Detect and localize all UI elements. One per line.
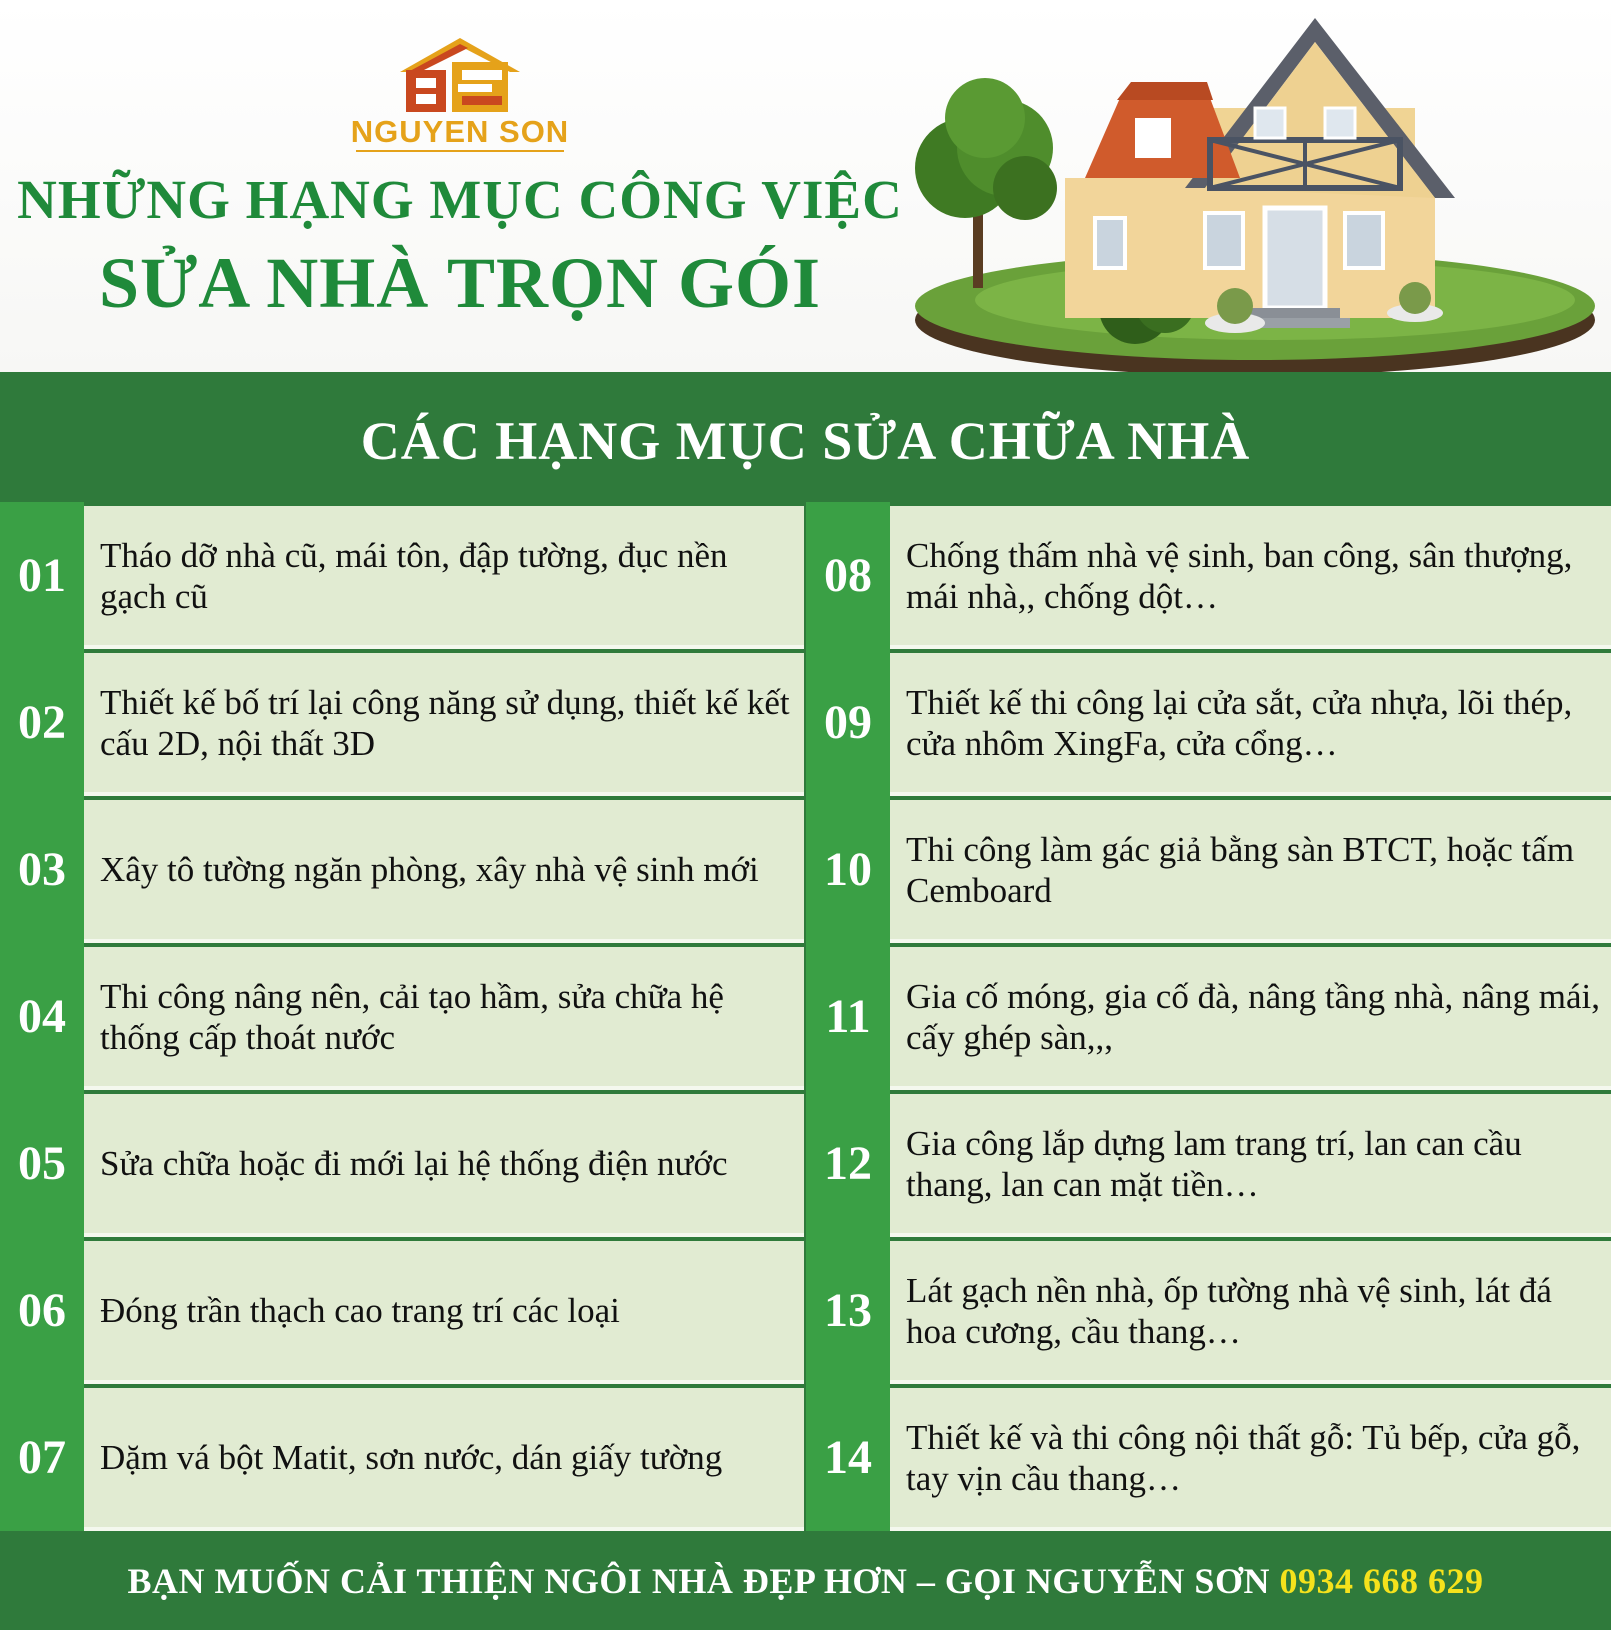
item-text [890, 1388, 1611, 1531]
item-text [84, 653, 804, 796]
item-label: Chống thấm nhà vệ sinh, ban công, sân thượng, mái nhà,, chống dột… [906, 535, 1573, 616]
item-text [890, 1094, 1611, 1237]
item-text [84, 800, 804, 943]
item-number: 11 [806, 943, 890, 1090]
item-label: Gia cố móng, gia cố đà, nâng tầng nhà, nâng mái, cấy ghép sàn,,, [906, 976, 1600, 1057]
section-title: CÁC HẠNG MỤC SỬA CHỮA NHÀ [360, 411, 1251, 471]
phone-number[interactable]: 0934 668 629 [1279, 1561, 1484, 1601]
item-number: 10 [806, 796, 890, 943]
item-number: 01 [0, 502, 84, 649]
item-text [84, 506, 804, 649]
item-number: 08 [806, 502, 890, 649]
item-label: Lát gạch nền nhà, ốp tường nhà vệ sinh, lát đá hoa cương, cầu thang… [906, 1270, 1552, 1351]
item-label: Dặm vá bột Matit, sơn nước, dán giấy tường [100, 1438, 723, 1477]
item-text [890, 800, 1611, 943]
brand-name: NGUYEN SON [350, 114, 570, 149]
header [0, 0, 1611, 372]
item-text [890, 506, 1611, 649]
item-text [890, 653, 1611, 796]
page-title-line2: SỬA NHÀ TRỌN GÓI [98, 243, 822, 323]
section-banner [0, 372, 1611, 502]
item-number: 03 [0, 796, 84, 943]
footer-cta [0, 1532, 1611, 1630]
item-number: 05 [0, 1090, 84, 1237]
item-number: 04 [0, 943, 84, 1090]
item-label: Thiết kế bố trí lại công năng sử dụng, thiết kế kết cấu 2D, nội thất 3D [100, 682, 790, 763]
item-label: Thiết kế thi công lại cửa sắt, cửa nhựa, lõi thép, cửa nhôm XingFa, cửa cổng… [906, 682, 1573, 763]
item-text [84, 1388, 804, 1531]
item-label: Tháo dỡ nhà cũ, mái tôn, đập tường, đục nền gạch cũ [100, 535, 728, 616]
item-text [84, 1241, 804, 1384]
item-label: Thi công làm gác giả bằng sàn BTCT, hoặc tấm Cemboard [906, 829, 1575, 910]
item-number: 12 [806, 1090, 890, 1237]
brand-underline [356, 150, 564, 152]
footer-message: BẠN MUỐN CẢI THIỆN NGÔI NHÀ ĐẸP HƠN – GỌI NGUYỄN SƠN [127, 1561, 1280, 1601]
item-text [890, 1241, 1611, 1384]
house-logo-icon [350, 38, 570, 118]
item-label: Gia công lắp dựng lam trang trí, lan can cầu thang, lan can mặt tiền… [906, 1123, 1522, 1204]
item-label: Đóng trần thạch cao trang trí các loại [100, 1291, 620, 1330]
item-label: Xây tô tường ngăn phòng, xây nhà vệ sinh mới [100, 850, 759, 889]
item-number: 14 [806, 1384, 890, 1531]
item-number: 02 [0, 649, 84, 796]
item-label: Thiết kế và thi công nội thất gỗ: Tủ bếp, cửa gỗ, tay vịn cầu thang… [906, 1417, 1581, 1498]
item-number: 13 [806, 1237, 890, 1384]
item-text [890, 947, 1611, 1090]
items-grid [0, 502, 1611, 1532]
item-number: 06 [0, 1237, 84, 1384]
page-title-line1: NHỮNG HẠNG MỤC CÔNG VIỆC [17, 169, 903, 230]
house-with-tree-icon [895, 8, 1611, 388]
item-text [84, 947, 804, 1090]
item-number: 07 [0, 1384, 84, 1531]
item-number: 09 [806, 649, 890, 796]
brand-logo [350, 38, 570, 156]
item-label: Sửa chữa hoặc đi mới lại hệ thống điện nước [100, 1144, 728, 1183]
item-text [84, 1094, 804, 1237]
item-label: Thi công nâng nên, cải tạo hầm, sửa chữa hệ thống cấp thoát nước [100, 976, 724, 1057]
footer-text [0, 1560, 1611, 1602]
